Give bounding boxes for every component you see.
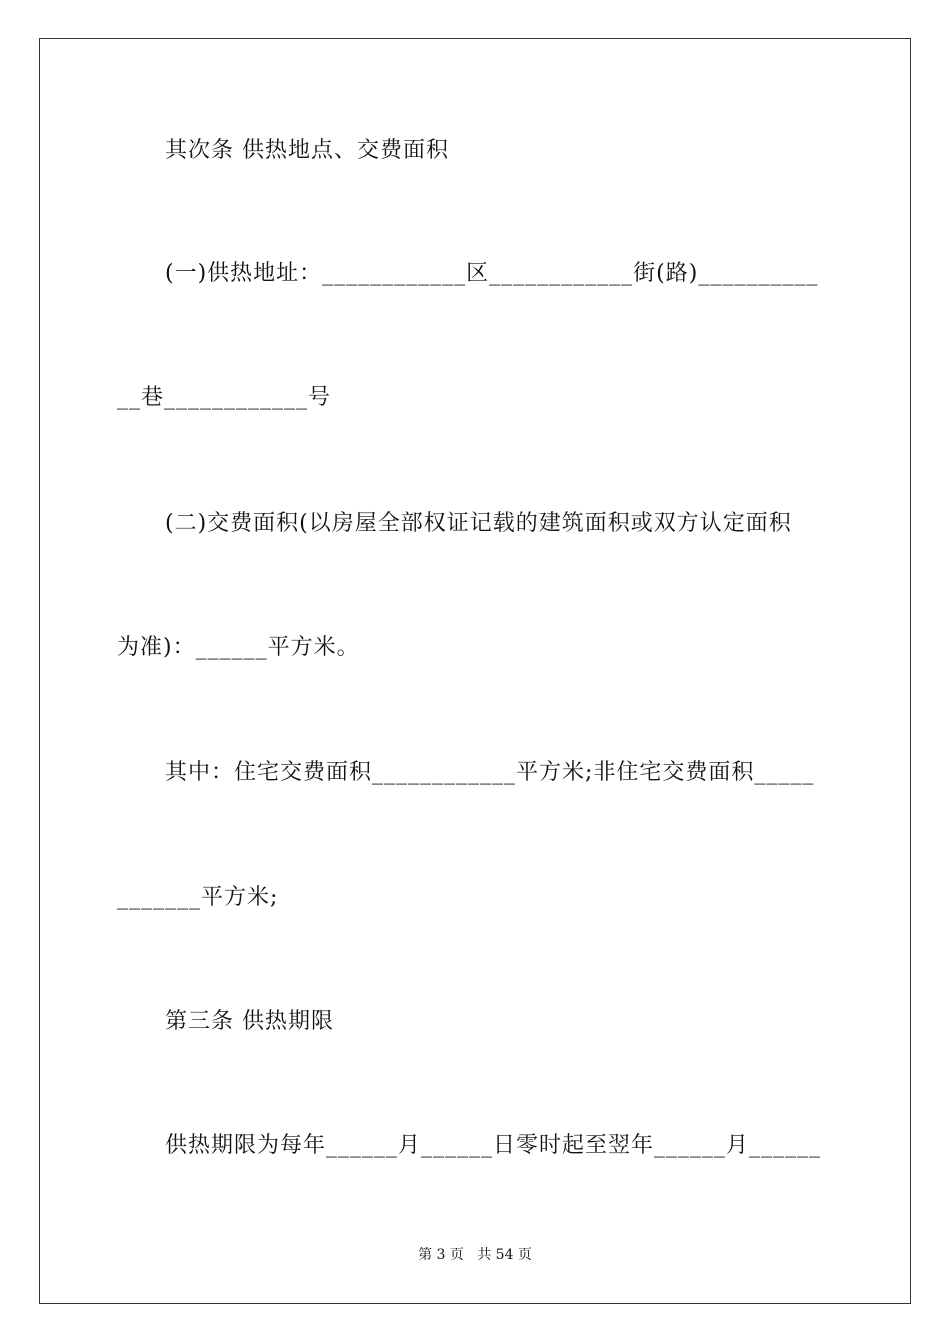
paragraph-payment-area-cont: 为准)：______平方米。 bbox=[117, 635, 360, 660]
paragraph-residential-area-cont: _______平方米; bbox=[117, 885, 279, 910]
paragraph-heating-address-cont: __巷____________号 bbox=[117, 385, 332, 410]
page-footer: 第 3 页 共 54 页 bbox=[418, 1247, 532, 1263]
paragraph-heating-period: 供热期限为每年______月______日零时起至翌年______月______ bbox=[165, 1133, 822, 1158]
paragraph-residential-area: 其中：住宅交费面积____________平方米;非住宅交费面积_____ bbox=[165, 760, 815, 785]
heading-article-3: 第三条 供热期限 bbox=[165, 1009, 334, 1034]
page-border bbox=[39, 38, 911, 1304]
paragraph-payment-area: (二)交费面积(以房屋全部权证记载的建筑面积或双方认定面积 bbox=[165, 511, 792, 536]
paragraph-heating-address: (一)供热地址：____________区____________街(路)__________ bbox=[165, 261, 819, 286]
heading-article-2: 其次条 供热地点、交费面积 bbox=[165, 138, 449, 163]
